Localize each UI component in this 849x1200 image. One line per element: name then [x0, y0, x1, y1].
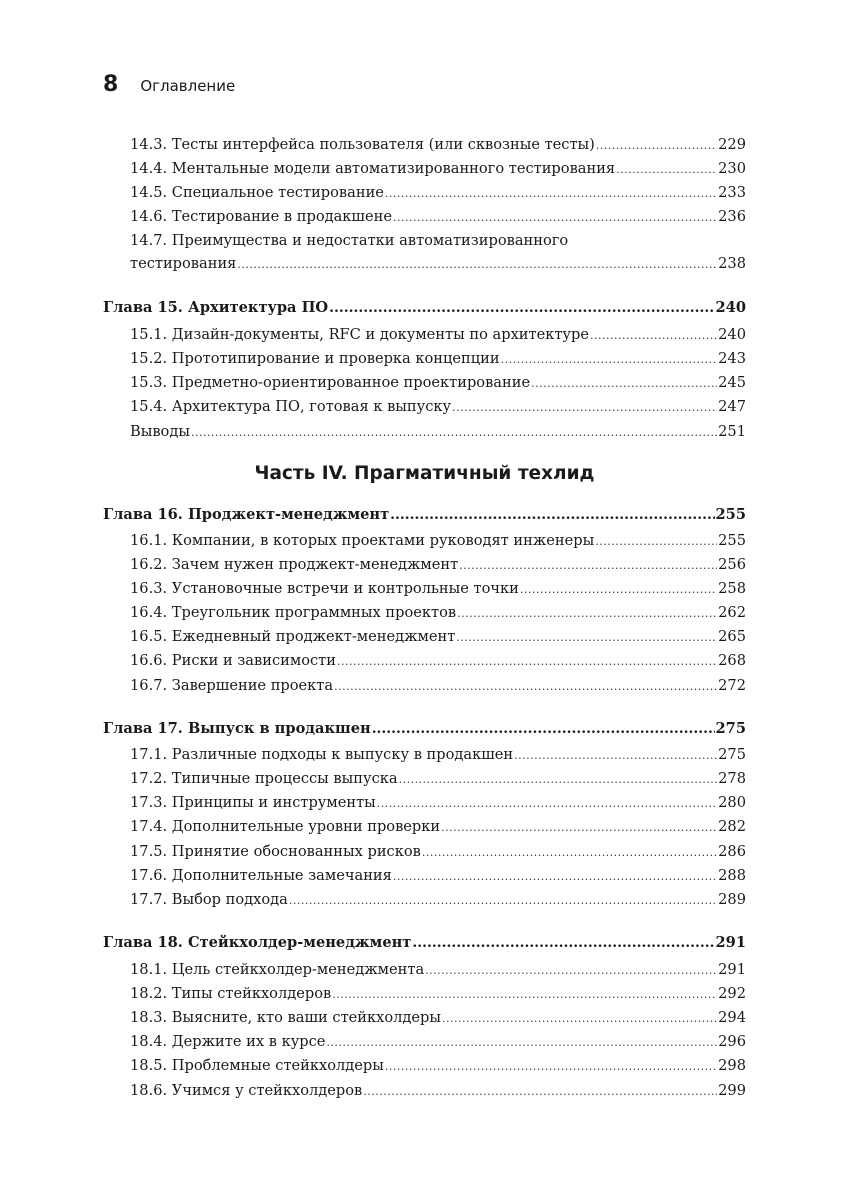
dot-leader: [596, 134, 717, 158]
toc-entry-title: 14.7. Преимущества и недостатки автоматизированного: [130, 232, 569, 249]
toc-entry-title: 16.3. Установочные встречи и контрольные точки: [130, 580, 519, 597]
part-title: Часть IV. Прагматичный техлид: [254, 463, 595, 484]
toc-entry[interactable]: [130, 133, 746, 157]
dot-leader: [363, 1080, 717, 1104]
toc-chapter-page: 291: [715, 934, 746, 951]
toc-entry[interactable]: [130, 840, 746, 864]
toc-entry-page: 288: [718, 867, 746, 884]
toc-chapter-title: Глава 17. Выпуск в продакшен: [103, 720, 371, 737]
toc-entry[interactable]: [130, 181, 746, 205]
dot-leader: [412, 931, 714, 955]
toc-entry[interactable]: [130, 529, 746, 553]
toc-entry-page: 282: [718, 818, 746, 835]
toc-entry-page: 275: [718, 746, 746, 763]
dot-leader: [456, 626, 717, 650]
dot-leader: [237, 253, 717, 277]
toc-entry-title: 17.6. Дополнительные замечания: [130, 867, 392, 884]
toc-entry-title: 16.1. Компании, в которых проектами руководят инженеры: [130, 532, 595, 549]
toc-entry-title: Выводы: [130, 423, 190, 440]
dot-leader: [332, 983, 717, 1007]
toc-entry-page: 251: [718, 423, 746, 440]
toc-entry-page: 292: [718, 985, 746, 1002]
toc-entry-page: 256: [718, 556, 746, 573]
toc-entry-page: 268: [718, 652, 746, 669]
toc-entry[interactable]: [130, 553, 746, 577]
toc-entry-page: 245: [718, 374, 746, 391]
toc-entry-title: 15.3. Предметно-ориентированное проектирование: [130, 374, 531, 391]
dot-leader: [393, 865, 717, 889]
toc-entry-title-cont: тестирования: [130, 255, 237, 272]
toc-entry-title: 15.4. Архитектура ПО, готовая к выпуску: [130, 398, 452, 415]
toc-entry-title: 17.5. Принятие обоснованных рисков: [130, 843, 421, 860]
toc-entry[interactable]: [130, 674, 746, 698]
toc-entry[interactable]: [130, 982, 746, 1006]
toc-entry-page: 272: [718, 677, 746, 694]
dot-leader: [329, 296, 714, 320]
toc-chapter[interactable]: [103, 931, 746, 955]
dot-leader: [390, 503, 714, 527]
dot-leader: [393, 206, 717, 230]
toc-entry-title: 16.2. Зачем нужен проджект-менеджмент: [130, 556, 459, 573]
dot-leader: [595, 530, 717, 554]
toc-entry[interactable]: [130, 1054, 746, 1078]
dot-leader: [385, 1055, 717, 1079]
dot-leader: [459, 554, 717, 578]
toc-entry[interactable]: [130, 815, 746, 839]
running-header-title: Оглавление: [140, 77, 236, 95]
dot-leader: [520, 578, 717, 602]
toc-entry-title: 18.6. Учимся у стейкхолдеров: [130, 1082, 363, 1099]
dot-leader: [531, 372, 717, 396]
toc-entry-title: 14.3. Тесты интерфейса пользователя (или сквозные тесты): [130, 136, 595, 153]
toc-entry-page: 278: [718, 770, 746, 787]
toc-chapter-title: Глава 18. Стейкхолдер-менеджмент: [103, 934, 412, 951]
toc-entry[interactable]: [130, 395, 746, 419]
dot-leader: [425, 959, 717, 983]
toc-entry[interactable]: [130, 577, 746, 601]
dot-leader: [399, 768, 718, 792]
toc-entry-page: 258: [718, 580, 746, 597]
toc-entry-title: 16.5. Ежедневный проджект-менеджмент: [130, 628, 456, 645]
toc-entry-title: 17.7. Выбор подхода: [130, 891, 288, 908]
dot-leader: [385, 182, 717, 206]
toc-entry-title: 17.3. Принципы и инструменты: [130, 794, 376, 811]
dot-leader: [337, 650, 717, 674]
toc-entry-title: 16.7. Завершение проекта: [130, 677, 334, 694]
toc-entry[interactable]: [130, 323, 746, 347]
toc-entry-title: 16.4. Треугольник программных проектов: [130, 604, 457, 621]
toc-entry-page: 294: [718, 1009, 746, 1026]
dot-leader: [452, 396, 717, 420]
toc-entry-page: 233: [718, 184, 746, 201]
toc-entry-title: 15.2. Прототипирование и проверка концепции: [130, 350, 500, 367]
toc-entry[interactable]: [130, 649, 746, 673]
dot-leader: [377, 792, 717, 816]
toc-entry-page: 289: [718, 891, 746, 908]
dot-leader: [191, 421, 717, 445]
dot-leader: [289, 889, 717, 913]
dot-leader: [441, 816, 717, 840]
dot-leader: [616, 158, 717, 182]
toc-chapter-page: 255: [715, 506, 746, 523]
toc-entry-page: 255: [718, 532, 746, 549]
toc-entry[interactable]: [130, 767, 746, 791]
toc-entry-title: 17.1. Различные подходы к выпуску в продакшен: [130, 746, 514, 763]
toc-entry-page: 286: [718, 843, 746, 860]
toc-entry-page: 243: [718, 350, 746, 367]
dot-leader: [372, 717, 715, 741]
toc-entry-page: 299: [718, 1082, 746, 1099]
toc-entry-title: 17.4. Дополнительные уровни проверки: [130, 818, 441, 835]
toc-entry[interactable]: [130, 371, 746, 395]
toc-chapter[interactable]: [103, 717, 746, 741]
toc-entry-title: 16.6. Риски и зависимости: [130, 652, 336, 669]
dot-leader: [422, 841, 717, 865]
toc-entry-page: 262: [718, 604, 746, 621]
dot-leader: [590, 324, 717, 348]
toc-entry[interactable]: [130, 157, 746, 181]
toc-entry[interactable]: [130, 205, 746, 229]
toc-entry-title: 18.4. Держите их в курсе: [130, 1033, 326, 1050]
toc-entry[interactable]: [130, 601, 746, 625]
toc-entry-title: 17.2. Типичные процессы выпуска: [130, 770, 398, 787]
toc-chapter-page: 240: [715, 299, 746, 316]
toc-entry[interactable]: [130, 888, 746, 912]
dot-leader: [501, 348, 718, 372]
dot-leader: [442, 1007, 717, 1031]
toc-entry-page: 296: [718, 1033, 746, 1050]
toc-entry-title: 14.6. Тестирование в продакшене: [130, 208, 392, 225]
toc-entry-title: 18.3. Выясните, кто ваши стейкхолдеры: [130, 1009, 442, 1026]
toc-chapter-title: Глава 15. Архитектура ПО: [103, 299, 329, 316]
dot-leader: [326, 1031, 717, 1055]
toc-entry-title: 14.5. Специальное тестирование: [130, 184, 384, 201]
toc-entry-page: 265: [718, 628, 746, 645]
toc-chapter[interactable]: [103, 296, 746, 320]
toc-entry[interactable]: [130, 1030, 746, 1054]
dot-leader: [457, 602, 717, 626]
toc-chapter-title: Глава 16. Проджект-менеджмент: [103, 506, 390, 523]
toc-entry-line2[interactable]: [130, 252, 746, 276]
toc-entry[interactable]: [130, 1006, 746, 1030]
toc-entry-page: 230: [718, 160, 746, 177]
toc-entry[interactable]: [130, 625, 746, 649]
toc-entry-page: 247: [718, 398, 746, 415]
toc-entry[interactable]: [130, 958, 746, 982]
toc-entry-title: 15.1. Дизайн-документы, RFC и документы по архитектуре: [130, 326, 589, 343]
toc-entry[interactable]: [130, 420, 746, 444]
toc-entry-page: 240: [718, 326, 746, 343]
dot-leader: [514, 744, 717, 768]
toc-entry-title: 18.2. Типы стейкхолдеров: [130, 985, 332, 1002]
toc-entry-page: 238: [718, 255, 746, 272]
toc-entry[interactable]: [130, 347, 746, 371]
toc-entry[interactable]: [130, 1079, 746, 1103]
toc-entry-line1[interactable]: [130, 229, 746, 253]
toc-entry-page: 229: [718, 136, 746, 153]
toc-entry-page: 236: [718, 208, 746, 225]
toc-entry-page: 298: [718, 1057, 746, 1074]
toc-entry[interactable]: [130, 864, 746, 888]
toc-chapter-page: 275: [715, 720, 746, 737]
toc-entry[interactable]: [130, 791, 746, 815]
page-number: 8: [103, 72, 119, 97]
dot-leader: [334, 675, 717, 699]
page-header: [103, 72, 235, 102]
toc-entry-page: 291: [718, 961, 746, 978]
toc-entry-title: 18.5. Проблемные стейкхолдеры: [130, 1057, 384, 1074]
toc-entry-page: 280: [718, 794, 746, 811]
toc-chapter[interactable]: [103, 503, 746, 527]
toc-entry-title: 14.4. Ментальные модели автоматизированного тестирования: [130, 160, 616, 177]
toc-entry[interactable]: [130, 743, 746, 767]
toc-entry-title: 18.1. Цель стейкхолдер-менеджмента: [130, 961, 425, 978]
